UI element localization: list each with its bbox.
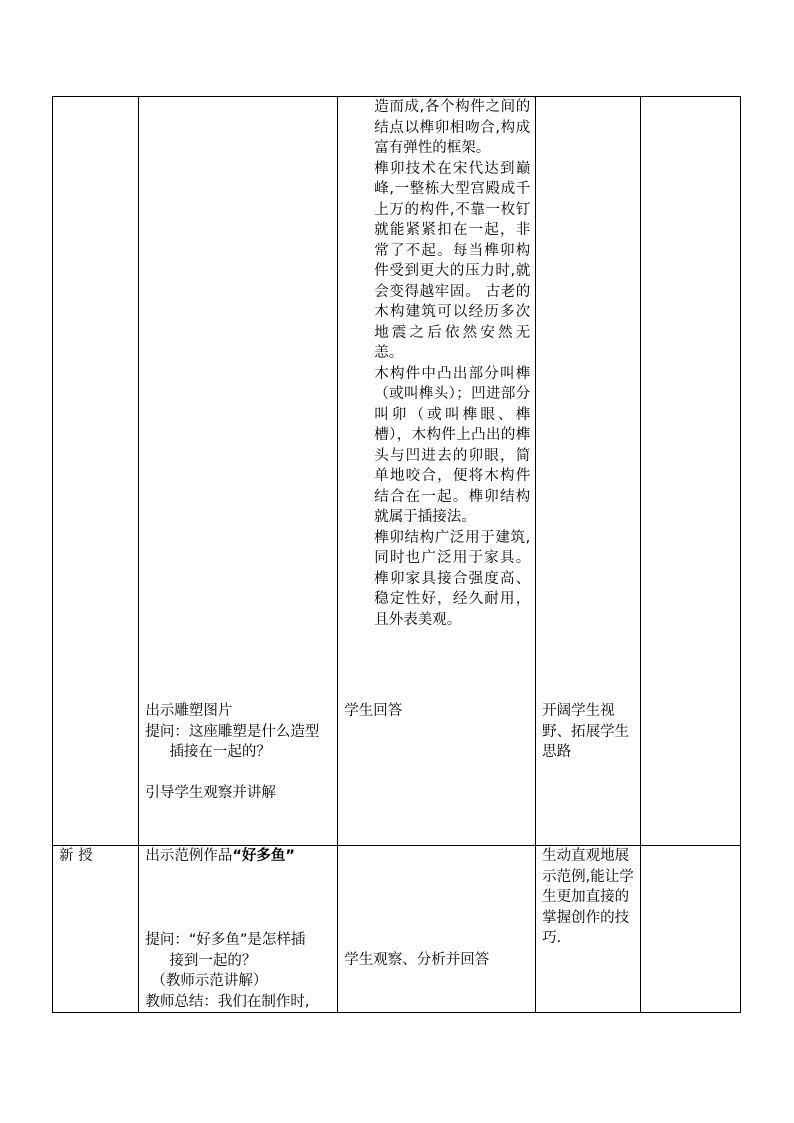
student-activity-cell — [338, 97, 536, 846]
student-answer-text: 学生观察、分析并回答 — [344, 952, 490, 968]
description-paragraph: 榫卯结构广泛用于建筑,同时也广泛用于家具。榫卯家具接合强度高、稳定性好，经久耐用，且外表美观。 — [374, 529, 531, 628]
stage-cell — [53, 97, 139, 846]
demo-text: （教师示范讲解） — [151, 973, 268, 989]
question-line-2: 接到一起的？ — [169, 952, 257, 969]
purpose-cell — [536, 846, 640, 1013]
table-row — [53, 97, 741, 846]
example-title: “好多鱼” — [232, 848, 295, 864]
summary-text: 教师总结：我们在制作时, — [145, 993, 310, 1010]
stage-cell — [53, 846, 139, 1013]
question-line-2: 插接在一起的？ — [169, 744, 271, 760]
teacher-activity-cell — [139, 846, 338, 1013]
table-row — [53, 846, 741, 1013]
notes-cell — [640, 846, 740, 1013]
purpose-text: 生动直观地展示范例,能让学生更加直接的掌握创作的技巧. — [542, 848, 634, 946]
show-example-prefix: 出示范例作品 — [145, 848, 233, 864]
lesson-plan-table — [52, 96, 741, 1013]
mortise-tenon-description — [374, 97, 530, 630]
student-answer-text: 学生回答 — [344, 703, 403, 719]
stage-label: 新 授 — [59, 848, 93, 864]
question-line-1: 提问：“好多鱼”是怎样插 — [145, 932, 306, 948]
notes-cell — [640, 97, 740, 846]
description-paragraph: 木构件中凸出部分叫榫（或叫榫头）；凹进部分叫卯（或叫榫眼、榫槽），木构件上凸出的榫头与凹进去的卯眼，简单地咬合，便将木构件结合在一起。榫卯结构就属于插接法。 — [374, 365, 531, 525]
guide-text: 引导学生观察并讲解 — [145, 784, 276, 801]
question-line-1: 提问：这座雕塑是什么造型 — [145, 723, 320, 740]
description-paragraph: 造而成,各个构件之间的结点以榫卯相吻合,构成富有弹性的框架。 — [374, 99, 531, 156]
teacher-activity-cell — [139, 97, 338, 846]
description-paragraph: 榫卯技术在宋代达到巅峰,一整栋大型宫殿成千上万的构件,不靠一枚钉就能紧紧扣在一起，非常了不起。每当榫卯构件受到更大的压力时,就会变得越牢固。 古老的木构建筑可以经历多次 地震之后依然安然无恙。 — [374, 160, 531, 361]
student-activity-cell — [338, 846, 536, 1013]
show-example-line — [145, 846, 335, 867]
show-sculpture-text: 出示雕塑图片 — [145, 703, 233, 719]
purpose-text: 开阔学生视野、拓展学生思路 — [542, 703, 630, 760]
purpose-cell — [536, 97, 640, 846]
